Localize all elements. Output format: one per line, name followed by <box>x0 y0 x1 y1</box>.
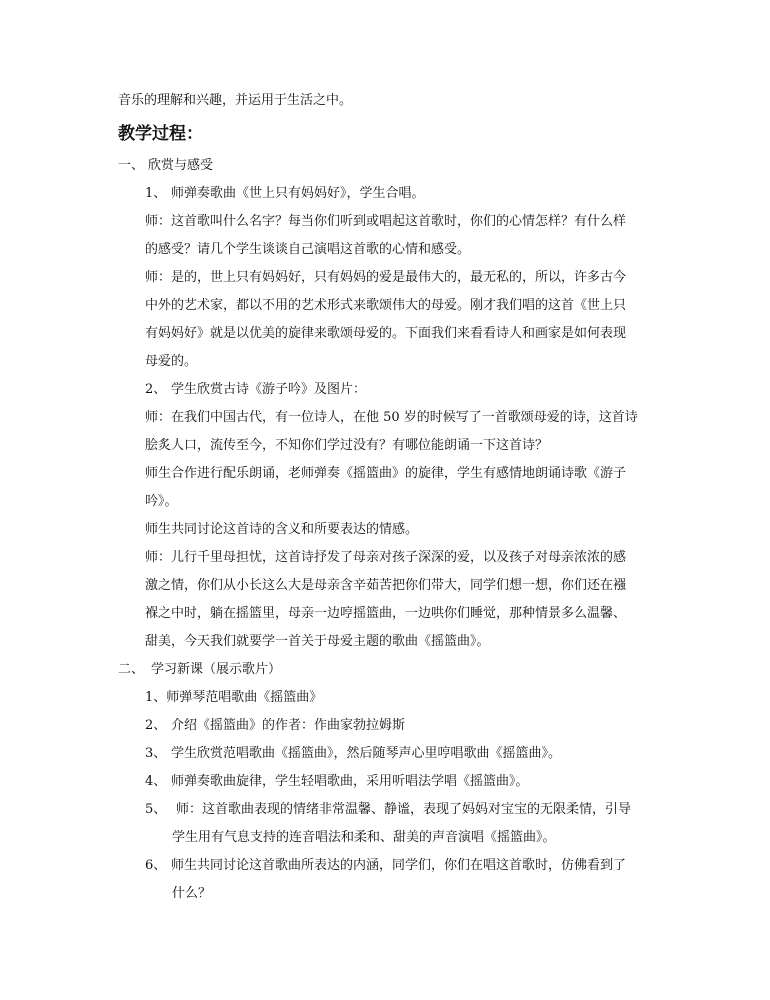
item-number: 4、 <box>145 774 167 789</box>
text-line: 师生合作进行配乐朗诵，老师弹奏《摇篮曲》的旋律，学生有感情地朗诵诗歌《游子 <box>145 466 627 481</box>
list-item <box>145 381 366 398</box>
list-item <box>145 185 425 202</box>
text-line: 师：是的，世上只有妈妈好，只有妈妈的爱是最伟大的，最无私的，所以，许多古今 <box>145 270 627 285</box>
text-line: 有妈妈好》就是以优美的旋律来歌颂母爱的。下面我们来看看诗人和画家是如何表现 <box>145 326 627 341</box>
item-text: 师弹奏歌曲《世上只有妈妈好》，学生合唱。 <box>171 186 425 201</box>
text-line: 什么？ <box>172 886 212 901</box>
section-heading: 教学过程： <box>118 124 203 144</box>
text-line: 师：这首歌叫什么名字？每当你们听到或唱起这首歌时，你们的心情怎样？有什么样 <box>145 214 627 229</box>
text-line: 吟》。 <box>145 494 178 509</box>
section-title: 学习新课（展示歌片） <box>151 662 282 677</box>
text-line: 中外的艺术家，都以不用的艺术形式来歌颂伟大的母爱。刚才我们唱的这首《世上只 <box>145 298 627 313</box>
item-number: 6、 <box>145 858 167 873</box>
text-line: 脍炙人口，流传至今，不知你们学过没有？有哪位能朗诵一下这首诗？ <box>145 438 549 453</box>
item-number: 1、 <box>145 186 167 201</box>
item-text: 师弹奏歌曲旋律，学生轻唱歌曲，采用听唱法学唱《摇篮曲》。 <box>171 774 529 789</box>
text-line: 褓之中时，躺在摇篮里，母亲一边哼摇篮曲，一边哄你们睡觉，那种情景多么温馨、 <box>145 606 627 621</box>
text-line: 师生共同讨论这首诗的含义和所要表达的情感。 <box>145 522 419 537</box>
item-text: 学生欣赏范唱歌曲《摇篮曲》，然后随琴声心里哼唱歌曲《摇篮曲》。 <box>171 746 562 761</box>
list-item <box>145 857 626 874</box>
text-line: 师：儿行千里母担忧，这首诗抒发了母亲对孩子深深的爱，以及孩子对母亲浓浓的感 <box>145 550 627 565</box>
section-number: 二、 <box>118 662 145 677</box>
list-item <box>145 801 631 818</box>
list-item <box>145 745 561 762</box>
text-line: 师：在我们中国古代，有一位诗人，在他 50 岁的时候写了一首歌颂母爱的诗，这首诗 <box>145 410 638 425</box>
text-line: 的感受？请几个学生谈谈自己演唱这首歌的心情和感受。 <box>145 242 471 257</box>
item-number: 5、 <box>145 802 167 817</box>
item-number: 2、 <box>145 382 167 397</box>
text-line: 音乐的理解和兴趣，并运用于生活之中。 <box>118 93 353 108</box>
list-item: 1、师弹琴范唱歌曲《摇篮曲》 <box>145 690 323 705</box>
text-line: 母爱的。 <box>145 354 198 369</box>
item-number: 2、 <box>145 718 167 733</box>
section-number: 一、 <box>118 158 145 173</box>
item-text: 学生欣赏古诗《游子吟》及图片： <box>171 382 367 397</box>
item-text: 介绍《摇篮曲》的作者：作曲家勃拉姆斯 <box>171 718 406 733</box>
text-line: 甜美，今天我们就要学一首关于母爱主题的歌曲《摇篮曲》。 <box>145 634 490 649</box>
section-two-heading <box>118 661 281 678</box>
item-text: 师：这首歌曲表现的情绪非常温馨、静谧，表现了妈妈对宝宝的无限柔情，引导 <box>176 802 632 817</box>
section-title: 欣赏与感受 <box>148 158 214 173</box>
item-text: 师生共同讨论这首歌曲所表达的内涵，同学们，你们在唱这首歌时，仿佛看到了 <box>171 858 627 873</box>
text-line: 学生用有气息支持的连音唱法和柔和、甜美的声音演唱《摇篮曲》。 <box>172 830 556 845</box>
text-line: 激之情，你们从小长这么大是母亲含辛茹苦把你们带大，同学们想一想，你们还在襁 <box>145 578 627 593</box>
section-one-heading <box>118 157 213 174</box>
list-item <box>145 773 529 790</box>
list-item <box>145 717 405 734</box>
item-number: 3、 <box>145 746 167 761</box>
